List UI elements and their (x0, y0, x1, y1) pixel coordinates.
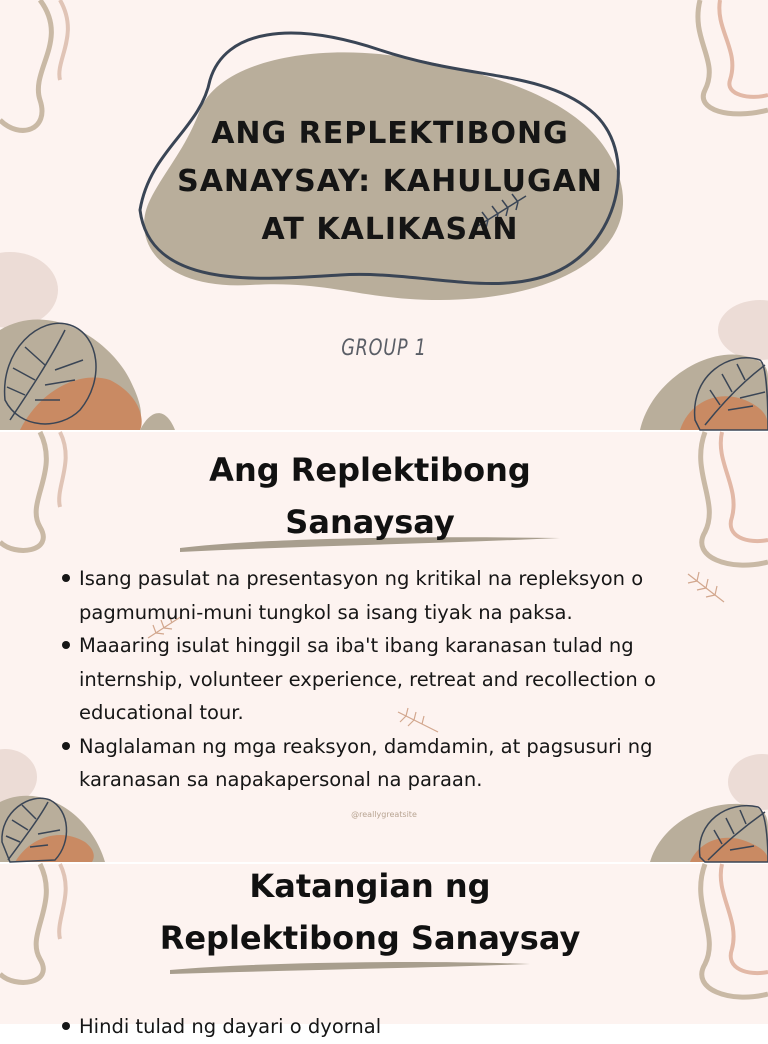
bullet-list (62, 562, 682, 797)
wavy-line-decoration (0, 432, 46, 550)
bullet-item: Naglalaman ng mga reaksyon, damdamin, at pagsusuri ng karanasan sa napakapersonal na paraan. (62, 730, 682, 797)
slide-heading (100, 444, 640, 548)
heading-line: Replektibong Sanaysay (159, 919, 581, 957)
bullet-list (62, 1010, 682, 1044)
wavy-line-decoration (721, 864, 768, 973)
wavy-line-decoration (59, 432, 66, 507)
wavy-line-decoration (59, 864, 66, 939)
content-slide (0, 432, 768, 862)
social-handle: @reallygreatsite (351, 810, 417, 819)
slide-subtitle: GROUP 1 (341, 336, 427, 361)
title-slide (0, 0, 768, 430)
blush-circle-decoration (0, 252, 58, 328)
wavy-line-decoration (0, 864, 46, 982)
leaf-sprig-icon (688, 572, 724, 602)
wavy-line-decoration (721, 432, 768, 541)
slide-title: ANG REPLEKTIBONG SANAYSAY: KAHULUGAN AT KALIKASAN (177, 116, 603, 247)
wavy-line-decoration (59, 0, 68, 80)
blush-circle-decoration (728, 754, 768, 810)
bullet-item: Hindi tulad ng dayari o dyornal (62, 1010, 682, 1044)
heading-line: Katangian ng (249, 867, 491, 905)
heading-line: Sanaysay (285, 503, 455, 541)
wavy-line-decoration (0, 0, 51, 130)
content-slide (0, 864, 768, 1038)
taupe-mound-decoration (140, 413, 175, 430)
blush-circle-decoration (718, 300, 768, 360)
bullet-item: Isang pasulat na presentasyon ng kritikal na repleksyon o pagmumuni-muni tungkol sa isang tiyak na paksa. (62, 562, 682, 629)
bullet-item: Maaaring isulat hinggil sa iba't ibang karanasan tulad ng internship, volunteer experience, retreat and recollection o educational tour. (62, 629, 682, 730)
wavy-line-decoration (719, 0, 768, 97)
heading-line: Ang Replektibong (209, 451, 531, 489)
slide-heading (100, 860, 640, 964)
